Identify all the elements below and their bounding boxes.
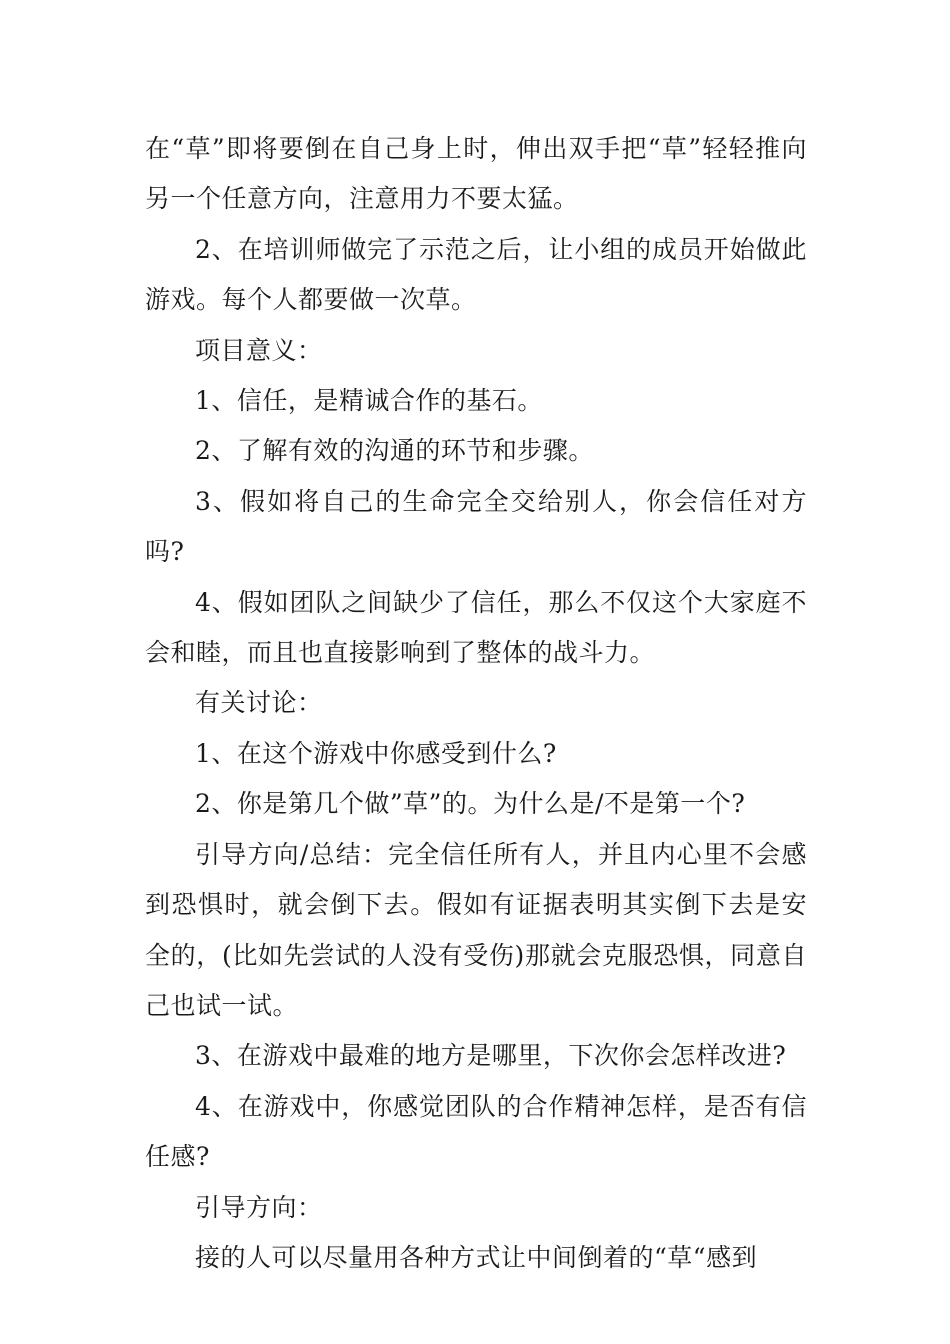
- list-item: 2、你是第几个做”草”的。为什么是/不是第一个?: [195, 789, 746, 819]
- section-heading: 有关讨论：: [195, 688, 323, 718]
- list-item: 3、假如将自己的生命完全交给别人，你会信任对方吗?: [145, 486, 807, 567]
- list-item: 2、了解有效的沟通的环节和步骤。: [195, 436, 594, 466]
- paragraph: 2、在培训师做完了示范之后，让小组的成员开始做此游戏。每个人都要做一次草。: [145, 234, 807, 315]
- list-item: 1、信任，是精诚合作的基石。: [195, 386, 543, 416]
- paragraph: 引导方向/总结：完全信任所有人，并且内心里不会感到恐惧时，就会倒下去。假如有证据表明其实倒下去是安全的，(比如先尝试的人没有受伤)那就会克服恐惧，同意自己也试一试。: [145, 839, 807, 1020]
- document-body: [145, 124, 807, 1283]
- paragraph: 在“草”即将要倒在自己身上时，伸出双手把“草”轻轻推向另一个任意方向，注意用力不要太猛。: [145, 134, 807, 214]
- list-item: 4、假如团队之间缺少了信任，那么不仅这个大家庭不会和睦，而且也直接影响到了整体的战斗力。: [145, 587, 807, 668]
- section-heading: 引导方向：: [195, 1192, 323, 1222]
- list-item: 1、在这个游戏中你感受到什么?: [195, 738, 557, 768]
- paragraph: 接的人可以尽量用各种方式让中间倒着的“草“感到: [195, 1242, 758, 1272]
- section-heading: 项目意义：: [195, 335, 323, 365]
- list-item: 3、在游戏中最难的地方是哪里，下次你会怎样改进?: [195, 1041, 787, 1071]
- list-item: 4、在游戏中，你感觉团队的合作精神怎样，是否有信任感?: [145, 1091, 807, 1172]
